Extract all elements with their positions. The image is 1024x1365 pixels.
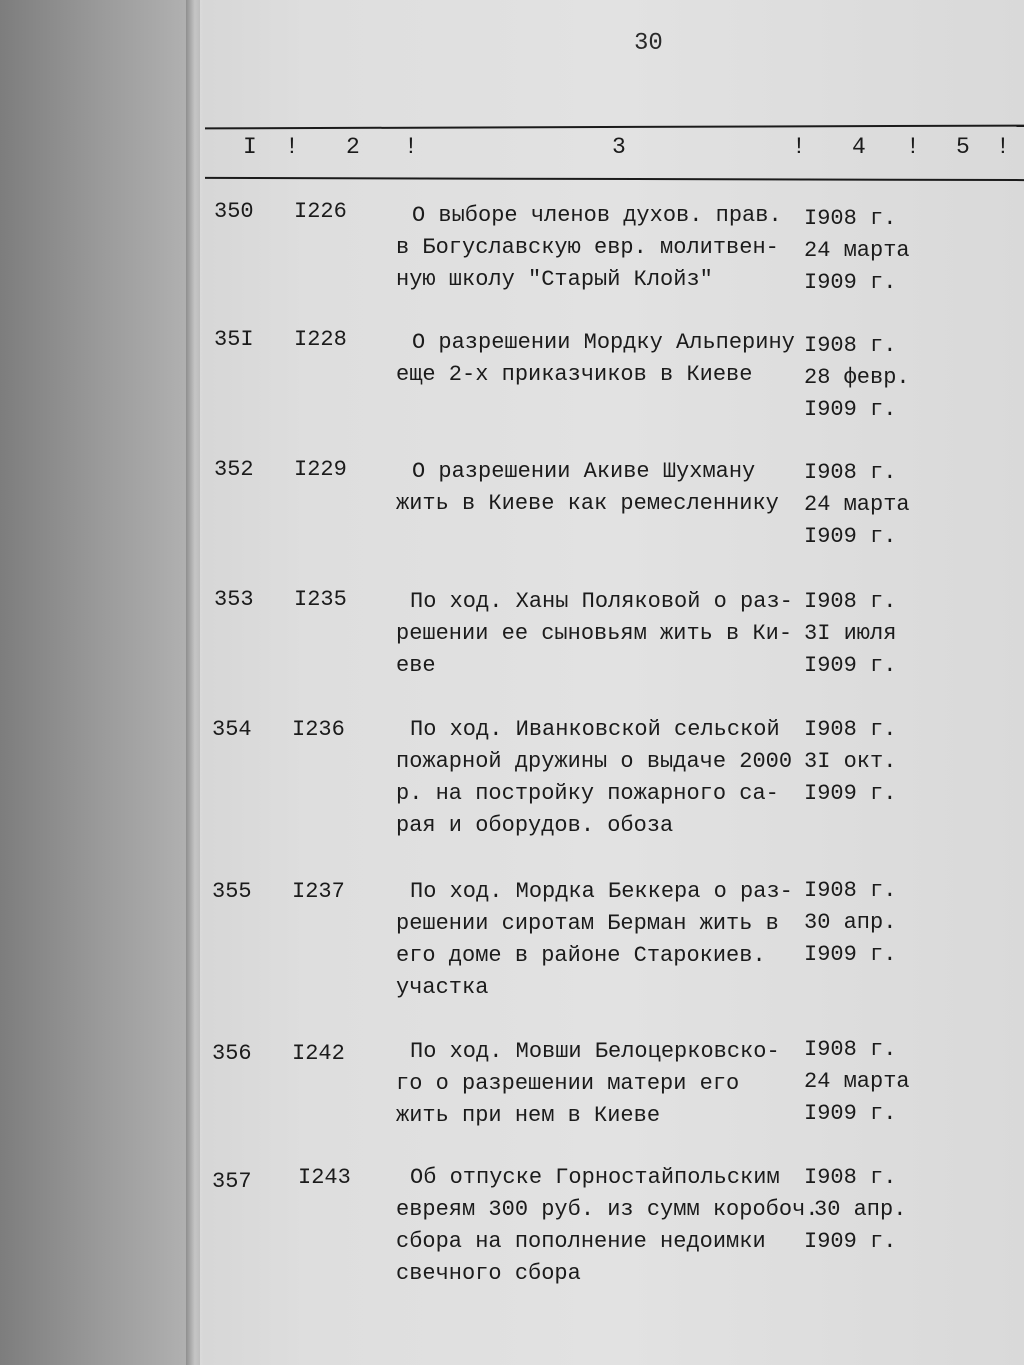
record-code: I235	[294, 587, 347, 612]
header-sep5: !	[996, 134, 1010, 160]
record-description-line: еве	[396, 653, 436, 678]
record-description-line: О разрешении Акиве Шухману	[412, 459, 756, 484]
header-sep2: !	[404, 134, 418, 160]
record-number: 350	[214, 199, 254, 224]
page-number: 30	[634, 30, 663, 57]
record-description-line: О разрешении Мордку Альперину	[412, 330, 795, 355]
record-number: 352	[214, 457, 254, 482]
record-date-line: I908 г.	[804, 333, 897, 358]
header-col3: 3	[612, 134, 626, 160]
record-date-line: I909 г.	[804, 1229, 897, 1254]
record-description-line: По ход. Иванковской сельской	[410, 717, 780, 742]
record-date-line: I908 г.	[804, 717, 897, 742]
record-description-line: сбора на пополнение недоимки	[396, 1229, 766, 1254]
record-number: 355	[212, 879, 252, 904]
record-description-line: решении сиротам Берман жить в	[396, 911, 779, 936]
record-description-line: свечного сбора	[396, 1261, 581, 1286]
record-date-line: I908 г.	[804, 460, 897, 485]
record-date-line: 3I июля	[804, 621, 897, 646]
record-description-line: По ход. Мордка Беккера о раз-	[410, 879, 793, 904]
record-number: 354	[212, 717, 252, 742]
record-date-line: I909 г.	[804, 653, 897, 678]
record-code: I243	[298, 1165, 351, 1190]
record-date-line: I909 г.	[804, 781, 897, 806]
header-top-rule	[205, 125, 1024, 130]
header-bottom-rule	[205, 177, 1024, 181]
record-description-line: участка	[396, 975, 489, 1000]
record-date-line: I908 г.	[804, 206, 897, 231]
record-description-line: Об отпуске Горностайпольским	[410, 1165, 780, 1190]
record-date-line: 24 марта	[804, 1069, 910, 1094]
record-description-line: решении ее сыновьям жить в Ки-	[396, 621, 793, 646]
record-description-line: ную школу "Старый Клойз"	[396, 267, 713, 292]
record-number: 35I	[214, 327, 254, 352]
header-col5: 5	[956, 134, 970, 160]
header-col2: 2	[346, 134, 360, 160]
record-date-line: I909 г.	[804, 942, 897, 967]
record-date-line: I908 г.	[804, 1165, 897, 1190]
record-description-line: О выборе членов духов. прав.	[412, 203, 782, 228]
header-sep3: !	[792, 134, 806, 160]
record-description-line: евреям 300 руб. из сумм коробоч.	[396, 1197, 819, 1222]
record-date-line: I909 г.	[804, 270, 897, 295]
record-date-line: 24 марта	[804, 238, 910, 263]
record-date-line: 28 февр.	[804, 365, 910, 390]
record-date-line: I909 г.	[804, 524, 897, 549]
header-sep1: !	[285, 134, 299, 160]
header-col1: I	[243, 134, 257, 160]
record-date-line: I908 г.	[804, 878, 897, 903]
record-code: I229	[294, 457, 347, 482]
header-col4: 4	[852, 134, 866, 160]
record-code: I237	[292, 879, 345, 904]
record-code: I242	[292, 1041, 345, 1066]
record-description-line: еще 2-х приказчиков в Киеве	[396, 362, 753, 387]
record-description-line: пожарной дружины о выдаче 2000	[396, 749, 793, 774]
record-description-line: По ход. Ханы Поляковой о раз-	[410, 589, 793, 614]
record-description-line: жить при нем в Киеве	[396, 1103, 661, 1128]
record-number: 353	[214, 587, 254, 612]
left-page-edge	[0, 0, 200, 1365]
record-date-line: I908 г.	[804, 1037, 897, 1062]
record-date-line: I909 г.	[804, 1101, 897, 1126]
record-description-line: в Богуславскую евр. молитвен-	[396, 235, 779, 260]
record-number: 356	[212, 1041, 252, 1066]
record-code: I228	[294, 327, 347, 352]
page-fold-shadow	[186, 0, 204, 1365]
record-number: 357	[212, 1169, 252, 1194]
record-description-line: рая и оборудов. обоза	[396, 813, 674, 838]
record-date-line: 30 апр.	[814, 1197, 907, 1222]
record-description-line: его доме в районе Старокиев.	[396, 943, 766, 968]
record-date-line: I908 г.	[804, 589, 897, 614]
record-description-line: р. на постройку пожарного са-	[396, 781, 779, 806]
record-date-line: 30 апр.	[804, 910, 897, 935]
record-code: I226	[294, 199, 347, 224]
record-code: I236	[292, 717, 345, 742]
header-sep4: !	[906, 134, 920, 160]
record-date-line: 3I окт.	[804, 749, 897, 774]
record-description-line: жить в Киеве как ремесленнику	[396, 491, 779, 516]
record-date-line: I909 г.	[804, 397, 897, 422]
record-date-line: 24 марта	[804, 492, 910, 517]
record-description-line: По ход. Мовши Белоцерковско-	[410, 1039, 780, 1064]
record-description-line: го о разрешении матери его	[396, 1071, 740, 1096]
